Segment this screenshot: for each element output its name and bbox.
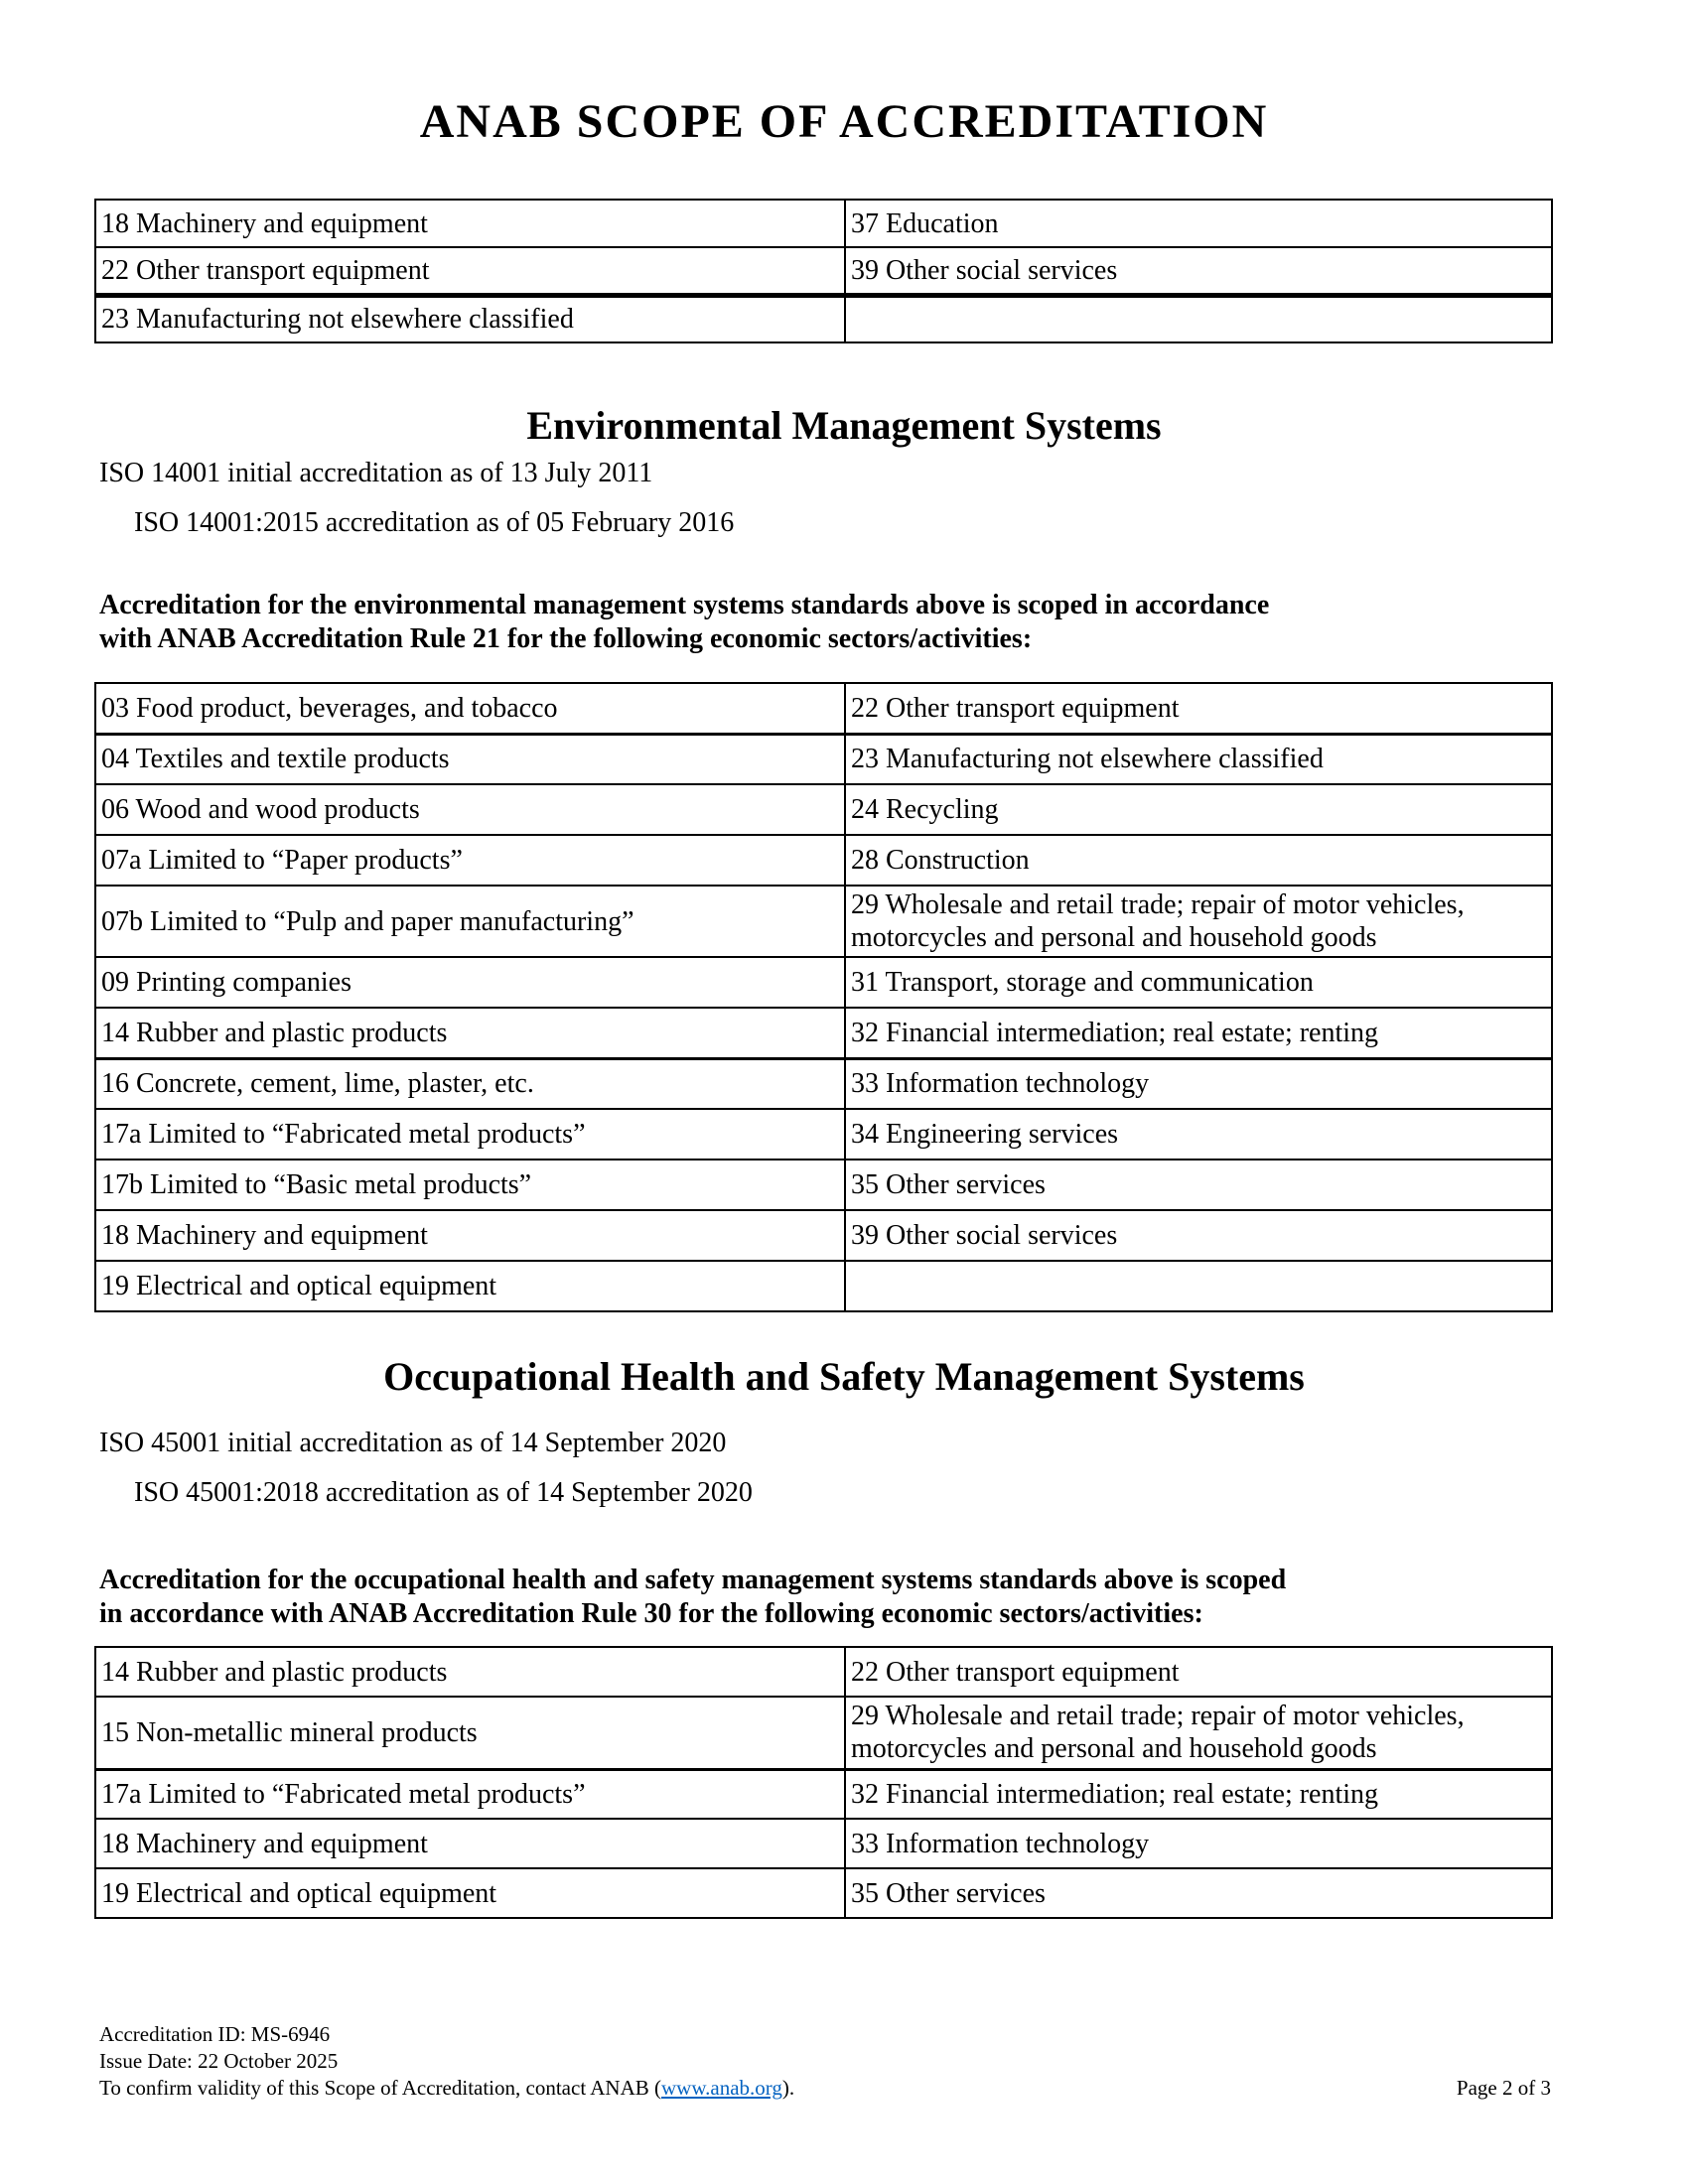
sector-cell: 32 Financial intermediation; real estate; renting: [845, 1769, 1552, 1819]
table-row: [95, 1261, 1552, 1311]
ohs-scope-note-line1: Accreditation for the occupational health and safety management systems standards above is scoped: [99, 1565, 1287, 1595]
sector-cell: 33 Information technology: [845, 1058, 1552, 1109]
ohs-scope-note: [99, 1564, 1569, 1631]
sector-cell: 28 Construction: [845, 835, 1552, 886]
accreditation-id: Accreditation ID: MS-6946: [99, 2022, 331, 2046]
table-row: [95, 1058, 1552, 1109]
ems-scope-note-line2: with ANAB Accreditation Rule 21 for the following economic sectors/activities:: [99, 623, 1033, 654]
sector-cell: 15 Non-metallic mineral products: [95, 1697, 845, 1769]
sector-cell: 18 Machinery and equipment: [95, 200, 845, 247]
table-row: [95, 1109, 1552, 1160]
ohs-iso-version-line: ISO 45001:2018 accreditation as of 14 September 2020: [134, 1477, 753, 1508]
sector-cell: [845, 295, 1552, 342]
sector-cell: 18 Machinery and equipment: [95, 1210, 845, 1261]
table-row: [95, 886, 1552, 957]
sector-cell: 35 Other services: [845, 1868, 1552, 1918]
sector-cell: 17a Limited to “Fabricated metal products”: [95, 1769, 845, 1819]
sector-cell: 24 Recycling: [845, 784, 1552, 835]
sector-cell: 07a Limited to “Paper products”: [95, 835, 845, 886]
table-row: [95, 1697, 1552, 1769]
anab-website-link[interactable]: www.anab.org: [661, 2076, 782, 2100]
document-title: ANAB SCOPE OF ACCREDITATION: [419, 95, 1269, 148]
sector-cell: 39 Other social services: [845, 1210, 1552, 1261]
ems-sectors-table: [94, 682, 1553, 1312]
page-number: Page 2 of 3: [1456, 2076, 1551, 2100]
sector-cell: 37 Education: [845, 200, 1552, 247]
ems-scope-note-line1: Accreditation for the environmental management systems standards above is scoped in accordance: [99, 590, 1270, 620]
ems-scope-note: [99, 589, 1569, 656]
table-row: [95, 1819, 1552, 1868]
table-row: [95, 1008, 1552, 1058]
sector-cell: [845, 1261, 1552, 1311]
sector-cell: 04 Textiles and textile products: [95, 734, 845, 784]
ohs-iso-initial-line: ISO 45001 initial accreditation as of 14 September 2020: [99, 1428, 727, 1458]
sector-cell: 34 Engineering services: [845, 1109, 1552, 1160]
sector-cell: 03 Food product, beverages, and tobacco: [95, 683, 845, 734]
issue-date: Issue Date: 22 October 2025: [99, 2049, 339, 2073]
table-row: [95, 247, 1552, 295]
sector-cell: 14 Rubber and plastic products: [95, 1647, 845, 1697]
sector-cell: 14 Rubber and plastic products: [95, 1008, 845, 1058]
table-row: [95, 1210, 1552, 1261]
sector-cell: 16 Concrete, cement, lime, plaster, etc.: [95, 1058, 845, 1109]
sector-cell: 29 Wholesale and retail trade; repair of motor vehicles, motorcycles and personal and household goods: [845, 1697, 1552, 1769]
table-row: [95, 683, 1552, 734]
table-row: [95, 1647, 1552, 1697]
validity-note-prefix: To confirm validity of this Scope of Accreditation, contact ANAB (: [99, 2076, 661, 2100]
table-row: [95, 1868, 1552, 1918]
ems-iso-initial-line: ISO 14001 initial accreditation as of 13 July 2011: [99, 458, 653, 488]
sector-cell: 17a Limited to “Fabricated metal products”: [95, 1109, 845, 1160]
sector-cell: 39 Other social services: [845, 247, 1552, 295]
sectors-table-continued: [94, 199, 1553, 343]
sector-cell: 22 Other transport equipment: [845, 683, 1552, 734]
sector-cell: 35 Other services: [845, 1160, 1552, 1210]
table-row: [95, 734, 1552, 784]
validity-note-suffix: ).: [781, 2076, 795, 2100]
sector-cell: 07b Limited to “Pulp and paper manufacturing”: [95, 886, 845, 957]
ohs-sectors-table: [94, 1646, 1553, 1919]
sector-cell: 33 Information technology: [845, 1819, 1552, 1868]
table-row: [95, 295, 1552, 342]
sector-cell: 23 Manufacturing not elsewhere classified: [845, 734, 1552, 784]
table-row: [95, 1160, 1552, 1210]
sector-cell: 23 Manufacturing not elsewhere classified: [95, 295, 845, 342]
ems-iso-version-line: ISO 14001:2015 accreditation as of 05 February 2016: [134, 507, 735, 538]
table-row: [95, 835, 1552, 886]
sector-cell: 22 Other transport equipment: [95, 247, 845, 295]
sector-cell: 19 Electrical and optical equipment: [95, 1868, 845, 1918]
sector-cell: 22 Other transport equipment: [845, 1647, 1552, 1697]
sector-cell: 18 Machinery and equipment: [95, 1819, 845, 1868]
table-row: [95, 784, 1552, 835]
sector-cell: 06 Wood and wood products: [95, 784, 845, 835]
sector-cell: 31 Transport, storage and communication: [845, 957, 1552, 1008]
sector-cell: 29 Wholesale and retail trade; repair of motor vehicles, motorcycles and personal and household goods: [845, 886, 1552, 957]
ohs-scope-note-line2: in accordance with ANAB Accreditation Rule 30 for the following economic sectors/activities:: [99, 1598, 1203, 1629]
ohs-section-heading: Occupational Health and Safety Management Systems: [383, 1354, 1305, 1399]
sector-cell: 17b Limited to “Basic metal products”: [95, 1160, 845, 1210]
sector-cell: 32 Financial intermediation; real estate; renting: [845, 1008, 1552, 1058]
ems-section-heading: Environmental Management Systems: [526, 403, 1162, 448]
table-row: [95, 957, 1552, 1008]
table-row: [95, 1769, 1552, 1819]
table-row: [95, 200, 1552, 247]
sector-cell: 19 Electrical and optical equipment: [95, 1261, 845, 1311]
sector-cell: 09 Printing companies: [95, 957, 845, 1008]
